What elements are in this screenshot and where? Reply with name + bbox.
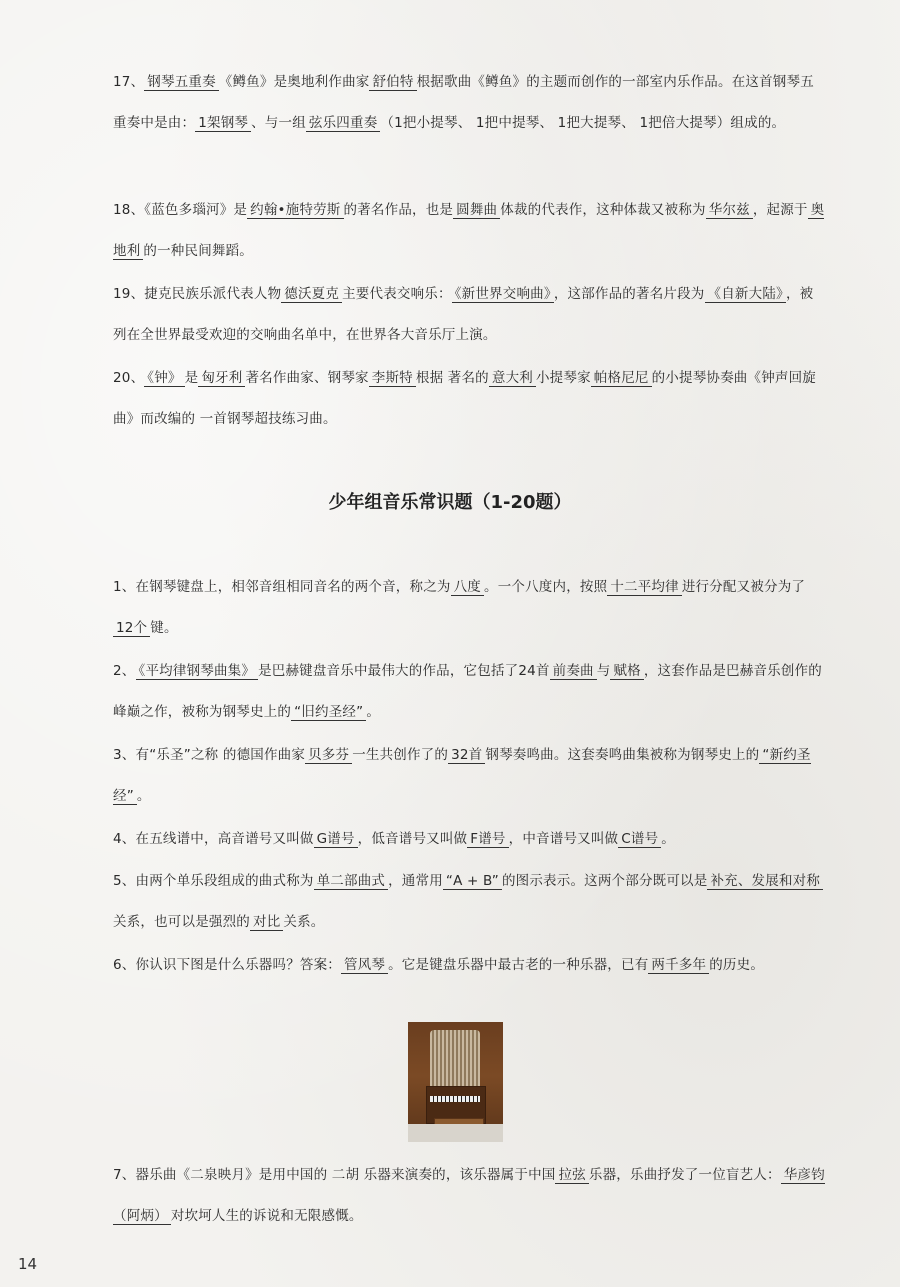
question-text: ，通常用 xyxy=(388,873,443,889)
answer-blank: 赋格 xyxy=(610,663,643,680)
question-text: 对坎坷人生的诉说和无限感慨。 xyxy=(170,1208,363,1224)
answer-blank: 拉弦 xyxy=(555,1167,588,1184)
answer-blank: 圆舞曲 xyxy=(453,202,500,219)
question-text: ，这套作品是巴赫音乐创作的峰巅之作，被称为钢琴史上的 xyxy=(113,663,822,720)
question-text: 一生共创作了的 xyxy=(352,747,449,763)
question-text: ，这部作品的著名片段为 xyxy=(553,286,705,302)
question-text: 20、 xyxy=(113,370,145,386)
question-text: 根据歌曲《鳟鱼》的主题而创作的一部室内乐作品。在这首钢琴五重奏中是由： xyxy=(113,74,814,131)
question-paragraph xyxy=(113,190,825,272)
question-paragraph xyxy=(113,735,825,817)
question-text: 的历史。 xyxy=(709,957,765,973)
pipe-organ-image xyxy=(408,1022,503,1142)
answer-blank: 李斯特 xyxy=(369,370,416,387)
answer-blank: 舒伯特 xyxy=(369,74,416,91)
answer-blank: 奥地利 xyxy=(113,202,825,259)
answer-blank: 约翰•施特劳斯 xyxy=(247,202,343,219)
question-text: 7、器乐曲《二泉映月》是用中国的 二胡 乐器来演奏的，该乐器属于中国 xyxy=(113,1167,556,1183)
answer-blank: 单二部曲式 xyxy=(314,873,389,890)
answer-blank: 《新世界交响曲》 xyxy=(452,286,554,303)
question-paragraph xyxy=(113,945,825,986)
question-text: ，中音谱号又叫做 xyxy=(508,831,619,847)
answer-blank: 德沃夏克 xyxy=(281,286,342,303)
question-text: 钢琴奏鸣曲。这套奏鸣曲集被称为钢琴史上的 xyxy=(485,747,760,763)
question-text: 小提琴家 xyxy=(535,370,591,386)
question-text: ，被列在全世界最受欢迎的交响曲名单中，在世界各大音乐厅上演。 xyxy=(113,286,814,343)
question-text: 18、《蓝色多瑙河》是 xyxy=(113,202,248,218)
answer-blank: 《自新大陆》 xyxy=(705,286,786,303)
question-text: 4、在五线谱中，高音谱号又叫做 xyxy=(113,831,314,847)
answer-blank: 八度 xyxy=(451,579,484,596)
answer-blank: “A + B” xyxy=(443,873,502,890)
question-text: ，低音谱号又叫做 xyxy=(357,831,468,847)
answer-blank: 管风琴 xyxy=(341,957,388,974)
answer-blank: 对比 xyxy=(250,914,283,931)
answer-blank: 匈牙利 xyxy=(198,370,245,387)
answer-blank: 华彦钧（阿炳） xyxy=(113,1167,825,1224)
organ-floor-icon xyxy=(408,1124,503,1142)
question-text: 2、 xyxy=(113,663,136,679)
question-text: 关系。 xyxy=(283,914,325,930)
question-text: 3、有“乐圣”之称 的德国作曲家 xyxy=(113,747,306,763)
answer-blank: 十二平均律 xyxy=(607,579,682,596)
answer-blank: 《平均律钢琴曲集》 xyxy=(136,663,259,680)
organ-keyboard-icon xyxy=(430,1096,480,1102)
question-text: 的著名作品，也是 xyxy=(343,202,454,218)
question-text: 主要代表交响乐： xyxy=(342,286,452,302)
question-text: 根据 著名的 xyxy=(415,370,489,386)
answer-blank: 前奏曲 xyxy=(550,663,597,680)
section-title: 少年组音乐常识题（1-20题） xyxy=(328,492,572,513)
question-text: 的一种民间舞蹈。 xyxy=(143,243,254,259)
question-text: 著名作曲家、钢琴家 xyxy=(245,370,369,386)
page-number: 14 xyxy=(18,1255,38,1273)
answer-blank: 弦乐四重奏 xyxy=(306,115,381,132)
question-paragraph xyxy=(113,861,825,943)
answer-blank: 《钟》 xyxy=(144,370,184,387)
answer-blank: 1架钢琴 xyxy=(195,115,251,132)
answer-blank: 32首 xyxy=(448,747,485,764)
question-text: 。 xyxy=(136,788,151,804)
question-text: 。一个八度内，按照 xyxy=(484,579,608,595)
question-text: 17、 xyxy=(113,74,145,90)
question-text: 。 xyxy=(661,831,675,847)
question-text: 的小提琴协奏曲《钟声回旋曲》而改编的 一首钢琴超技练习曲。 xyxy=(113,370,817,427)
question-text: 。它是键盘乐器中最古老的一种乐器，已有 xyxy=(388,957,649,973)
answer-blank: 华尔兹 xyxy=(706,202,753,219)
question-text: 是 xyxy=(184,370,199,386)
question-text: 1、在钢琴键盘上，相邻音组相同音名的两个音，称之为 xyxy=(113,579,451,595)
question-text: 《鳟鱼》是奥地利作曲家 xyxy=(218,74,370,90)
question-text: 6、你认识下图是什么乐器吗？答案： xyxy=(113,957,341,973)
question-text: ，起源于 xyxy=(752,202,808,218)
answer-blank: 补充、发展和对称 xyxy=(707,873,823,890)
question-text: 的图示表示。这两个部分既可以是 xyxy=(501,873,708,889)
answer-blank: G谱号 xyxy=(314,831,358,848)
question-paragraph xyxy=(113,567,825,649)
answer-blank: 意大利 xyxy=(489,370,536,387)
question-text: 进行分配又被分为了 xyxy=(681,579,806,595)
answer-blank: 贝多芬 xyxy=(305,747,352,764)
question-text: 关系，也可以是强烈的 xyxy=(113,914,250,930)
question-paragraph xyxy=(113,62,825,144)
answer-blank: 两千多年 xyxy=(648,957,709,974)
question-text: 5、由两个单乐段组成的曲式称为 xyxy=(113,873,314,889)
question-text: 乐器，乐曲抒发了一位盲艺人： xyxy=(588,1167,781,1183)
answer-blank: 12个 xyxy=(113,620,150,637)
answer-blank: “旧约圣经” xyxy=(291,704,366,721)
question-text: 。 xyxy=(366,704,381,720)
question-text: 体裁的代表作，这种体裁又被称为 xyxy=(500,202,706,218)
question-text: 是巴赫键盘音乐中最伟大的作品，它包括了24首 xyxy=(258,663,550,679)
question-text: 与 xyxy=(596,663,611,679)
question-paragraph xyxy=(113,819,825,860)
question-paragraph xyxy=(113,1155,825,1237)
answer-blank: 帕格尼尼 xyxy=(591,370,652,387)
question-text: 键。 xyxy=(150,620,178,636)
question-paragraph xyxy=(113,274,825,356)
answer-blank: 钢琴五重奏 xyxy=(144,74,219,91)
answer-blank: “新约圣经” xyxy=(113,747,811,804)
question-text: 19、捷克民族乐派代表人物 xyxy=(113,286,282,302)
question-text: （1把小提琴、 1把中提琴、 1把大提琴、 1把倍大提琴）组成的。 xyxy=(380,115,786,131)
question-paragraph xyxy=(113,651,825,733)
question-text: 、与一组 xyxy=(251,115,306,131)
question-paragraph xyxy=(113,358,825,440)
answer-blank: F谱号 xyxy=(467,831,508,848)
answer-blank: C谱号 xyxy=(618,831,661,848)
organ-pipes-icon xyxy=(430,1030,480,1088)
